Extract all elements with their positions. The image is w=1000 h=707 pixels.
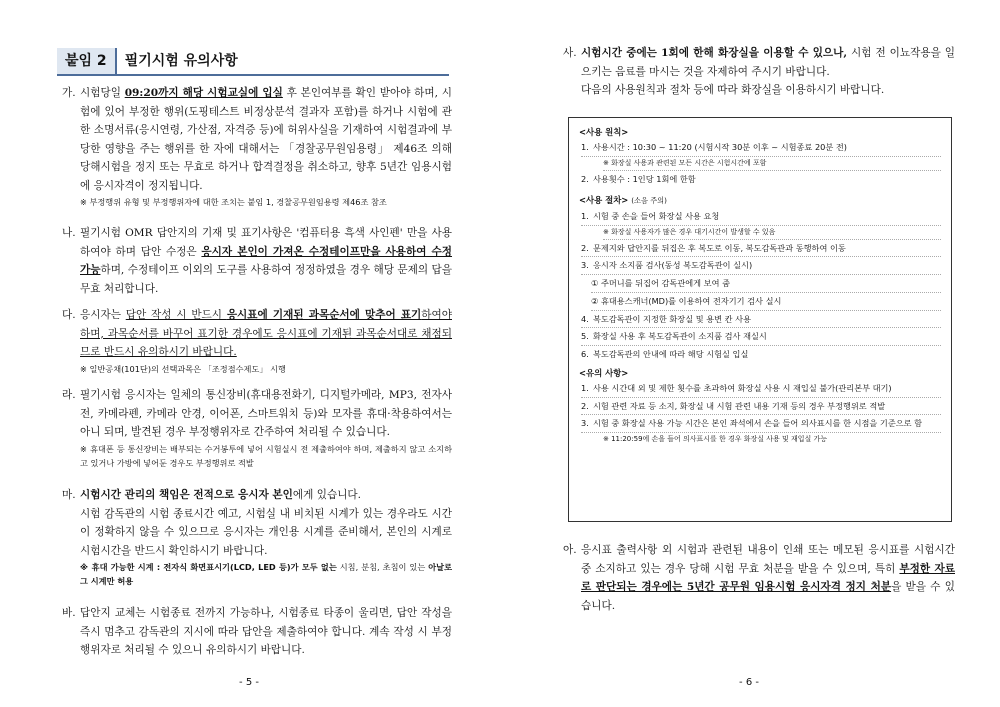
list-item: 5. 화장실 사용 후 복도감독관이 소지품 검사 재실시 bbox=[581, 328, 941, 346]
principles-list bbox=[579, 139, 941, 187]
page-number: - 6 - bbox=[739, 677, 759, 688]
item-marker: 아. bbox=[563, 544, 577, 556]
item-sa: 사. 시험시간 중에는 1회에 한해 화장실을 이용할 수 있으나, 시험 전 이뇨작용을 일으키는 음료를 마시는 것을 자제하여 주시기 바랍니다. 다음의 사용원칙과 절차 등에 따라 화장실을 이용하시기 바랍니다. bbox=[563, 44, 955, 100]
restroom-emphasis: 시험시간 중에는 1회에 한해 화장실을 이용할 수 있으나, bbox=[581, 47, 848, 59]
disqualification-emphasis: 부정한 자료로 판단되는 경우에는 5년간 공무원 임용시험 응시자격 정지 처분 bbox=[581, 562, 955, 593]
item-marker: 라. bbox=[62, 389, 76, 401]
item-marker: 바. bbox=[62, 607, 76, 619]
list-subnote: ※ 11:20:59에 손을 들어 의사표시를 한 경우 화장실 사용 및 재입실 가능 bbox=[603, 434, 828, 443]
caution-list bbox=[579, 380, 941, 446]
item-note: ※ 휴대폰 등 통신장비는 배부되는 수거봉투에 넣어 시험실시 전 제출하여야 하며, 제출하지 않고 소지하고 있거나 가방에 넣어둔 경우도 부정행위로 적발 bbox=[80, 443, 452, 468]
correction-tape-emphasis: 응시자 본인이 가져온 수정테이프만을 사용하여 수정 가능 bbox=[80, 245, 453, 276]
list-item: 2. 문제지와 답안지를 뒤집은 후 복도로 이동, 복도감독관과 동행하여 이동 bbox=[581, 240, 941, 258]
appendix-label: 붙임 2 bbox=[57, 48, 117, 74]
list-item: 6. 복도감독관의 안내에 따라 해당 시험실 입실 bbox=[581, 348, 749, 359]
list-subitem: ② 휴대용스캐너(MD)를 이용하여 전자기기 검사 실시 bbox=[591, 293, 941, 311]
item-a: 아. 응시표 출력사항 외 시험과 관련된 내용이 인쇄 또는 메모된 응시표를 시험시간 중 소지하고 있는 경우 당해 시험 무효 처분을 받을 수 있으며, 특히 부정한 자료로 판단되는 경우에는 5년간 공무원 임용시험 응시자격 정지 처분을 받을 수 있습니다. bbox=[563, 541, 955, 615]
item-na: 나. 필기시험 OMR 답안지의 기재 및 표기사항은 '컴퓨터용 흑색 사인펜' 만을 사용하여야 하며 답안 수정은 응시자 본인이 가져온 수정테이프만을 사용하여 수정 가능하며, 수정테이프 이외의 도구를 사용하여 정정하였을 경우 해당 문제의 답을 무효 처리합니다. bbox=[62, 224, 452, 298]
list-item: 2. 사용횟수 : 1인당 1회에 한함 bbox=[581, 173, 696, 184]
list-item: 2. 시험 관련 자료 등 소지, 화장실 내 시험 관련 내용 기재 등의 경우 부정행위로 적발 bbox=[581, 398, 941, 416]
list-item: 1. 시험 중 손을 들어 화장실 사용 요청 bbox=[581, 208, 941, 226]
restroom-rules-box bbox=[568, 117, 952, 522]
item-marker: 다. bbox=[62, 309, 76, 321]
time-responsibility-emphasis: 시험시간 관리의 책임은 전적으로 응시자 본인 bbox=[80, 489, 293, 501]
item-ma: 마. 시험시간 관리의 책임은 전적으로 응시자 본인에게 있습니다. 시험 감독관의 시험 종료시간 예고, 시험실 내 비치된 시계가 있는 경우라도 시간이 정확하지 않을 수 있으므로 응시자는 개인용 시계를 준비해서, 본인의 시계로 시험시간을 반드시 확인하시기 바랍니다. ※ 휴대 가능한 시계 : 전자식 화면표시기(LCD, LED 등)가 모두 없는 시침, 분침, 초침이 있는 아날로그 시계만 허용 bbox=[62, 486, 452, 588]
list-item: 3. 응시자 소지품 검사(동성 복도감독관이 실시) bbox=[581, 257, 941, 275]
page-number: - 5 - bbox=[239, 677, 259, 688]
list-item: 3. 시험 중 화장실 사용 가능 시간은 본인 좌석에서 손을 들어 의사표시를 한 시점을 기준으로 함 bbox=[581, 415, 941, 433]
item-marker: 마. bbox=[62, 489, 76, 501]
appendix-header bbox=[57, 48, 449, 76]
list-item: 1. 사용 시간대 외 및 제한 횟수를 초과하여 화장실 사용 시 재입실 불가(관리본부 대기) bbox=[581, 380, 941, 398]
caution-heading: <유의 사항> bbox=[579, 368, 629, 378]
procedure-heading: <사용 절차> (소음 주의) bbox=[579, 195, 667, 205]
list-subitem: ① 주머니를 뒤집어 감독관에게 보여 줌 bbox=[591, 275, 941, 293]
principles-heading: <사용 원칙> bbox=[579, 127, 629, 137]
appendix-title: 필기시험 유의사항 bbox=[124, 53, 238, 69]
item-marker: 사. bbox=[563, 47, 577, 59]
item-ga: 가. 시험당일 09:20까지 해당 시험교실에 입실 후 본인여부를 확인 받아야 하며, 시험에 있어 부정한 행위(도핑테스트 비정상분석 결과자 포함)를 하거나 시험에 관한 소명서류(응시연령, 가산점, 자격증 등)에 허위사실을 기재하여 시험결과에 부당한 영향을 주는 행위를 한 자에 대해서는 「경찰공무원임용령」 제46조 의해 당해시험을 정지 또는 무효로 하거나 합격결정을 취소하고, 향후 5년간 임용시험에 응시자격이 정지됩니다. ※ 부정행위 유형 및 부정행위자에 대한 조치는 붙임 1, 경찰공무원임용령 제46조 참조 bbox=[62, 84, 452, 209]
item-marker: 나. bbox=[62, 227, 76, 239]
procedure-list bbox=[579, 208, 941, 362]
item-ra: 라. 필기시험 응시자는 일체의 통신장비(휴대용전화기, 디지털카메라, MP3, 전자사전, 카메라펜, 카메라 안경, 이어폰, 스마트워치 등)와 모자를 휴대·착용하여서는 아니 되며, 발견된 경우 부정행위자로 간주하여 처리될 수 있습니다. ※ 휴대폰 등 통신장비는 배부되는 수거봉투에 넣어 시험실시 전 제출하여야 하며, 제출하지 않고 소지하고 있거나 가방에 넣어둔 경우도 부정행위로 적발 bbox=[62, 386, 452, 470]
item-note: ※ 부정행위 유형 및 부정행위자에 대한 조치는 붙임 1, 경찰공무원임용령 제46조 참조 bbox=[80, 197, 387, 207]
item-da: 다. 응시자는 답안 작성 시 반드시 응시표에 기재된 과목순서에 맞추어 표기하여야 하며, 과목순서를 바꾸어 표기한 경우에도 응시표에 기재된 과목순서대로 채점되므로 반드시 유의하시기 바랍니다. ※ 일반공채(101단)의 선택과목은 「조정점수제도」 시행 bbox=[62, 306, 452, 376]
list-subnote: ※ 화장실 사용자가 많은 경우 대기시간이 발생할 수 있음 bbox=[603, 226, 941, 240]
list-item: 4. 복도감독관이 지정한 화장실 및 용변 칸 사용 bbox=[581, 311, 941, 329]
item-ba: 바. 답안지 교체는 시험종료 전까지 가능하나, 시험종료 타종이 울리면, 답안 작성을 즉시 멈추고 감독관의 지시에 따라 답안을 제출하여야 합니다. 계속 작성 시 부정행위자로 처리될 수 있으니 유의하시기 바랍니다. bbox=[62, 604, 452, 660]
subject-order-emphasis: 응시표에 기재된 과목순서에 맞추어 표기 bbox=[226, 309, 422, 321]
item-note: ※ 휴대 가능한 시계 : 전자식 화면표시기(LCD, LED 등)가 모두 없는 시침, 분침, 초침이 있는 아날로그 시계만 허용 bbox=[80, 562, 452, 586]
entry-time-emphasis: 09:20까지 해당 시험교실에 입실 bbox=[124, 87, 283, 99]
item-marker: 가. bbox=[62, 87, 76, 99]
list-subnote: ※ 화장실 사용과 관련된 모든 시간은 시험시간에 포함 bbox=[603, 157, 941, 171]
list-item: 1. 사용시간 : 10:30 ~ 11:20 (시험시작 30분 이후 ~ 시험종료 20분 전) bbox=[581, 139, 941, 157]
item-note: ※ 일반공채(101단)의 선택과목은 「조정점수제도」 시행 bbox=[80, 363, 286, 374]
